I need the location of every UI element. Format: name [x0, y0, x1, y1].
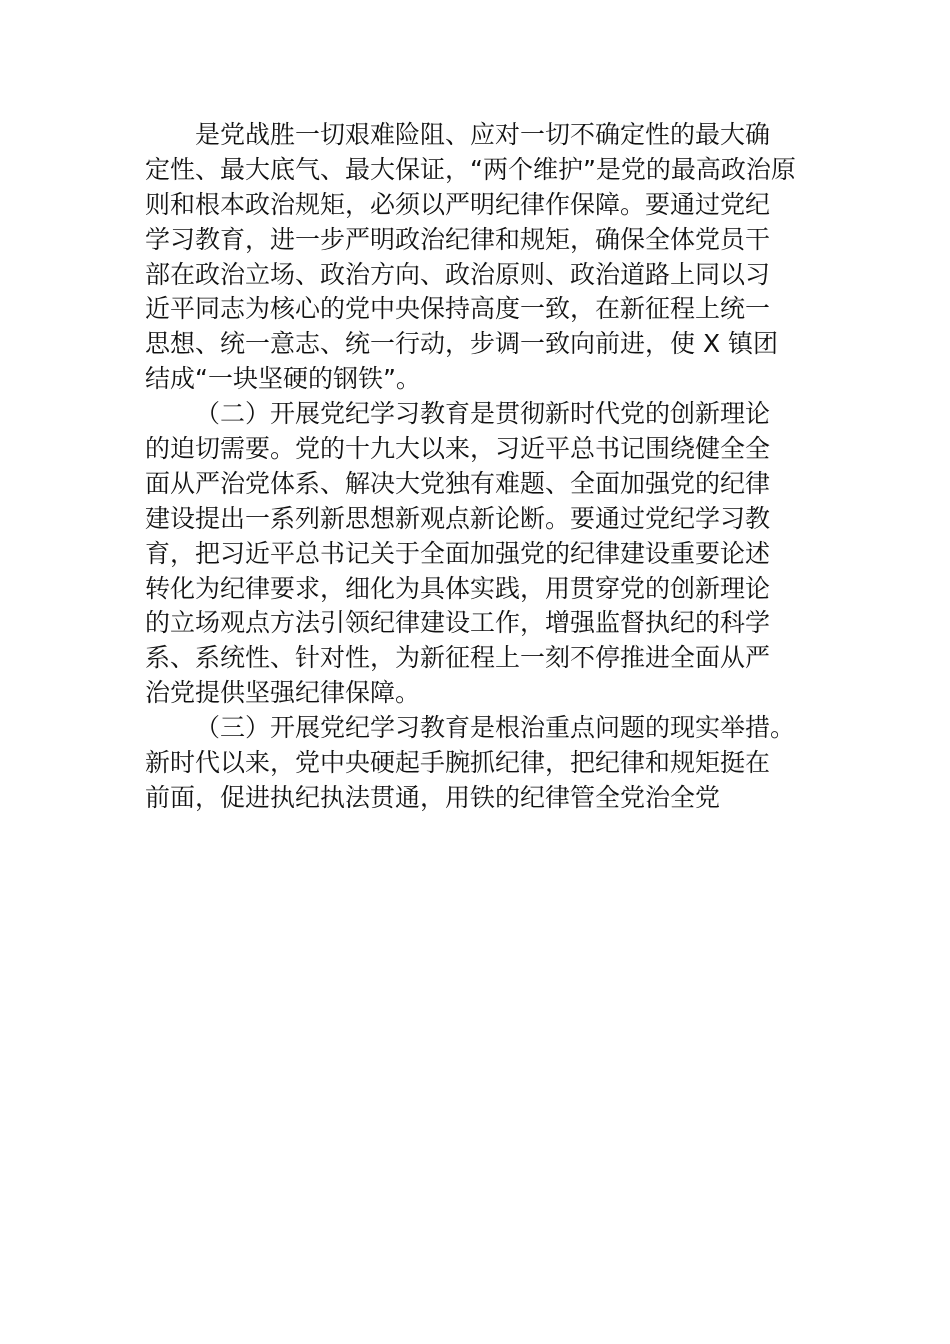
paragraph-line: 则和根本政治规矩，必须以严明纪律作保障。要通过党纪: [145, 189, 771, 219]
paragraph-line: 学习教育，进一步严明政治纪律和规矩，确保全体党员干: [145, 224, 771, 254]
paragraph-line: 新时代以来，党中央硬起手腕抓纪律，把纪律和规矩挺在: [145, 748, 771, 778]
paragraph-line: 的立场观点方法引领纪律建设工作，增强监督执纪的科学: [145, 608, 771, 638]
paragraph-line: 前面，促进执纪执法贯通，用铁的纪律管全党治全党: [145, 782, 721, 812]
paragraph-line: 部在政治立场、政治方向、政治原则、政治道路上同以习: [145, 259, 771, 289]
paragraph-line: （二）开展党纪学习教育是贯彻新时代党的创新理论: [195, 399, 771, 429]
paragraph-line: 转化为纪律要求，细化为具体实践，用贯穿党的创新理论: [145, 573, 771, 603]
paragraph-line: 的迫切需要。党的十九大以来，习近平总书记围绕健全全: [145, 434, 771, 464]
paragraph-line: 定性、最大底气、最大保证，“两个维护”是党的最高政治原: [145, 154, 796, 184]
paragraph-line: 育，把习近平总书记关于全面加强党的纪律建设重要论述: [145, 538, 771, 568]
paragraph-line: 结成“一块坚硬的钢铁”。: [145, 364, 421, 394]
paragraph-line: 建设提出一系列新思想新观点新论断。要通过党纪学习教: [145, 503, 771, 533]
paragraph-line: 治党提供坚强纪律保障。: [145, 678, 421, 708]
paragraph-line: 近平同志为核心的党中央保持高度一致，在新征程上统一: [145, 294, 771, 324]
paragraph-line: （三）开展党纪学习教育是根治重点问题的现实举措。: [195, 713, 796, 743]
document-body: [145, 118, 805, 816]
paragraph-line: 是党战胜一切艰难险阻、应对一切不确定性的最大确: [195, 120, 771, 149]
paragraph-line: 思想、统一意志、统一行动，步调一致向前进，使 X 镇团: [145, 329, 779, 359]
paragraph-line: 面从严治党体系、解决大党独有难题、全面加强党的纪律: [145, 468, 771, 498]
paragraph-line: 系、系统性、针对性，为新征程上一刻不停推进全面从严: [145, 643, 771, 673]
